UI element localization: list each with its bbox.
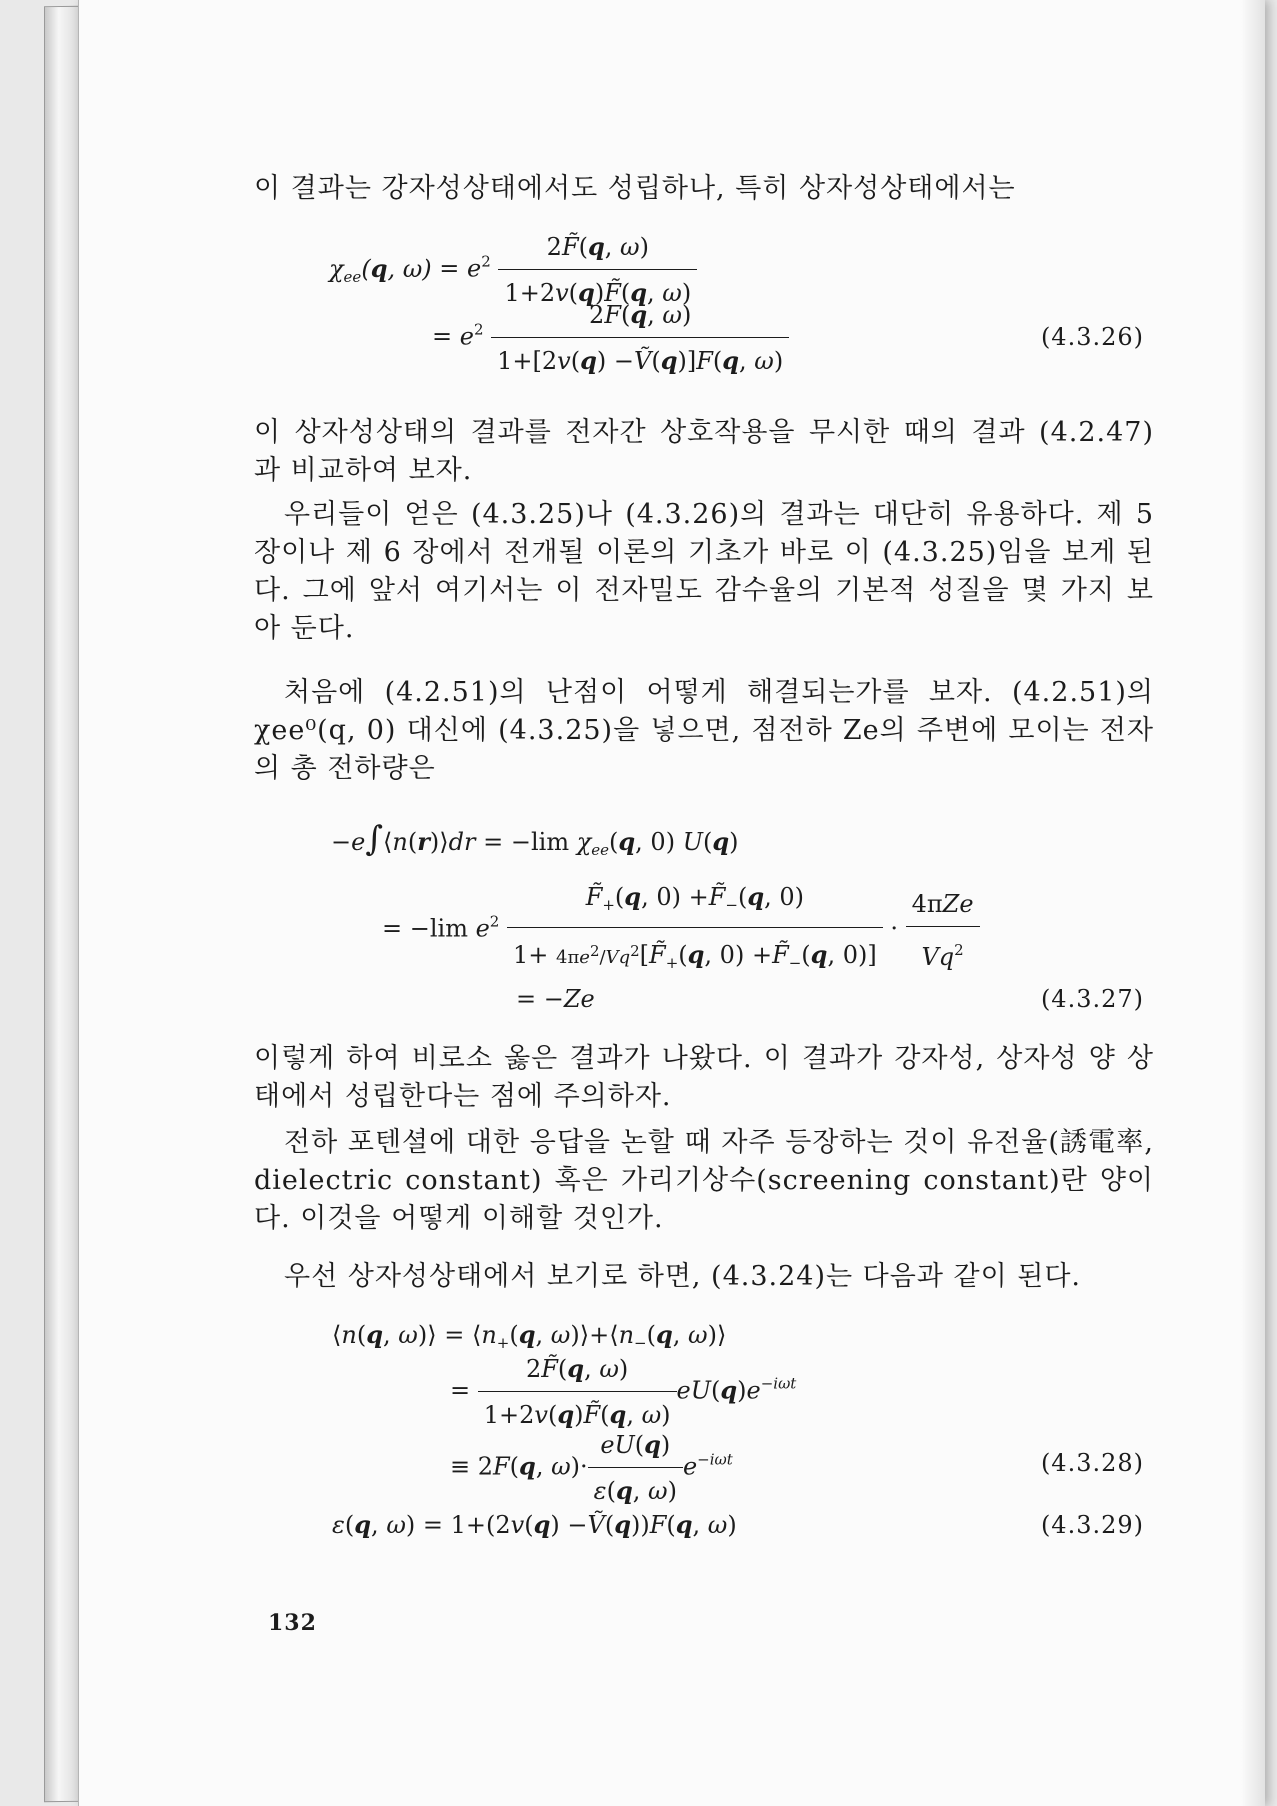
paragraph-1: 이 결과는 강자성상태에서도 성립하나, 특히 상자성상태에서는 [254, 173, 1016, 204]
equation-number-28: (4.3.28) [1040, 1449, 1144, 1477]
paragraph-2: 이 상자성상태의 결과를 전자간 상호작용을 무시한 때의 결과 (4.2.47) 과 비교하여 보자. [254, 417, 1154, 486]
eq27-line3: = −Ze [516, 985, 595, 1013]
paragraph-3: 우리들이 얻은 (4.3.25)나 (4.3.26)의 결과는 대단히 유용하다. 제 5 장이나 제 6 장에서 전개될 이론의 기초가 바로 이 (4.3.25)임을 보게 된다. 그에 앞서 여기서는 이 전자밀도 감수율의 기본적 성질을 몇 가지 보아 둔다. [254, 499, 1154, 644]
book-spine [44, 6, 80, 1802]
eq26-line2: = $e^2$ $\frac{2F(q, \omega)}{\text{1+[2v(q) −Ṽ(q)]F(q, ω)}}$ [432, 296, 789, 380]
equation-4-3-29 [254, 1506, 1154, 1546]
page-edge-shade [1241, 0, 1265, 1806]
equation-4-3-26 [254, 210, 1154, 375]
paragraph-4: 처음에 (4.2.51)의 난점이 어떻게 해결되는가를 보자. (4.2.51)의 χee⁰(q, 0) 대신에 (4.3.25)을 넣으면, 점전하 Ze의 주변에 모이는 전자의 총 전하량은 [254, 677, 1154, 784]
paragraph-6: 전하 포텐셜에 대한 응답을 논할 때 자주 등장하는 것이 유전율(誘電率, dielectric constant) 혹은 가리기상수(screening constant)란 양이다. 이것을 어떻게 이해할 것인가. [254, 1127, 1154, 1234]
equation-4-3-28 [254, 1316, 1154, 1505]
eq27-line1: −e∫⟨n(r)⟩dr = −lim $\chi_{ee}(q$, 0) U(q) [331, 819, 739, 859]
paragraph-5: 이렇게 하여 비로소 옳은 결과가 나왔다. 이 결과가 강자성, 상자성 양 상태에서 성립한다는 점에 주의하자. [254, 1043, 1154, 1112]
eq28-line3: ≡ 2F(q, ω)· $\frac{eU(q)}{\varepsilon(q, \omega)}$ $e^{-i\omega t}$ [450, 1426, 733, 1510]
eq28-line2: = $\frac{2F̃(q, \omega)}{1+2v(q)F̃(q, \omega)}$ $eU(q)e^{-i\omega t}$ [450, 1350, 796, 1434]
page-number: 132 [268, 1610, 317, 1636]
equation-number-26: (4.3.26) [1040, 323, 1144, 351]
eq27-line2: = −lim $e^2$ $\frac{F̃_+(q, 0) +F̃_-(q, 0)}{1+ 4\pi e^2/Vq^2[F̃_+(q, 0) +F̃_-(q, 0)]}$ · $\frac{\text{4πZe}}{Vq^2}$ [382, 878, 980, 982]
eq26-line1: $\chi_{ee}(q$, $\omega) = e^2$ $\frac{2F̃(q, \omega)}{1+2v(q)F̃(q, \omega)}$ [329, 228, 697, 312]
equation-number-27: (4.3.27) [1040, 985, 1144, 1013]
equation-4-3-27 [254, 820, 1154, 1035]
eq29-line1: ε(q, ω) = 1+(2v(q) −Ṽ(q))F(q, ω) [332, 1510, 737, 1539]
paragraph-7: 우선 상자성상태에서 보기로 하면, (4.3.24)는 다음과 같이 된다. [284, 1261, 1081, 1292]
eq28-line1: ⟨n(q, ω)⟩ = $⟨n_+(q$, $\omega)⟩+⟨n_-(q$, ω)⟩ [332, 1320, 727, 1352]
equation-number-29: (4.3.29) [1040, 1511, 1144, 1539]
